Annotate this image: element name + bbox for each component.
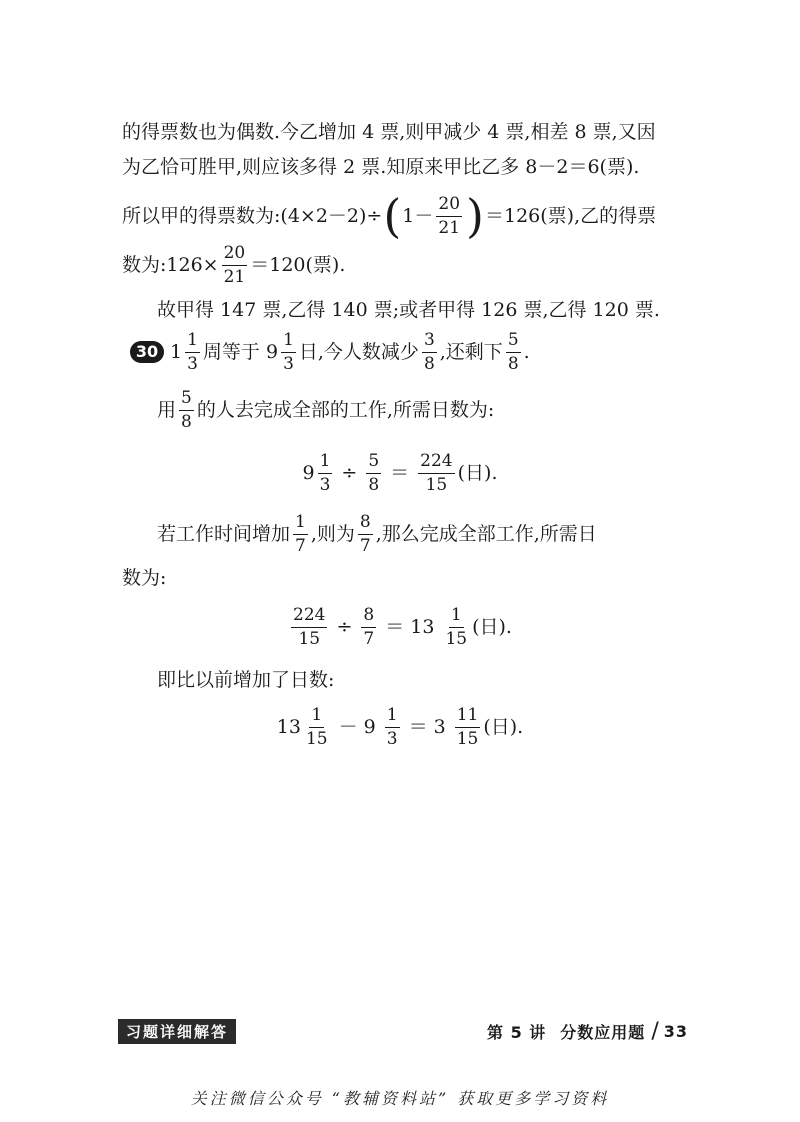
- line-text: ,则为: [310, 523, 355, 545]
- eq-text: 9: [302, 462, 315, 484]
- fraction: [185, 331, 200, 374]
- fraction-denominator: 21: [223, 266, 246, 287]
- fraction-numerator: 20: [436, 195, 462, 217]
- eq-text: (日).: [457, 462, 498, 484]
- page-number: 33: [663, 1022, 688, 1041]
- line-text: 的得票数也为偶数.今乙增加 4 票,则甲减少 4 票,相差 8 票,又因: [122, 121, 656, 143]
- text-line-3: [122, 189, 657, 243]
- fraction-numerator: 1: [185, 331, 200, 353]
- fraction-numerator: 1: [385, 706, 400, 728]
- text-line-10: [157, 668, 334, 692]
- footer-slash: /: [651, 1019, 660, 1044]
- chapter-label: 第 5 讲: [487, 1023, 547, 1042]
- equation-2: [0, 604, 800, 650]
- text-line-4: [122, 243, 345, 287]
- fraction-numerator: 3: [422, 331, 437, 353]
- fraction-denominator: 21: [438, 217, 461, 238]
- fraction: [418, 452, 454, 495]
- fraction-denominator: 15: [445, 628, 468, 649]
- fraction: [506, 331, 521, 374]
- text-line-2: [122, 155, 639, 179]
- fraction-numerator: 11: [455, 706, 481, 728]
- operator: ＝: [390, 462, 410, 484]
- text-line-7: [157, 388, 494, 432]
- fraction-denominator: 7: [363, 628, 375, 649]
- fraction: [179, 389, 194, 432]
- fraction-denominator: 15: [425, 474, 448, 495]
- fraction-denominator: 15: [456, 728, 479, 749]
- line-text: ,那么完成全部工作,所需日: [375, 523, 597, 545]
- equation-1: [0, 450, 800, 496]
- fraction: [293, 513, 308, 556]
- fraction-denominator: 8: [507, 353, 519, 374]
- fraction: [222, 244, 248, 287]
- line-text: 为乙恰可胜甲,则应该多得 2 票.知原来甲比乙多 8－2＝6(票).: [122, 156, 640, 178]
- text-line-1: [122, 120, 656, 144]
- fraction-denominator: 3: [283, 353, 294, 374]
- fraction-denominator: 15: [305, 728, 328, 749]
- fraction-numerator: 224: [418, 452, 454, 474]
- line-text: 所以甲的得票数为:(4×2－2)÷: [122, 205, 383, 227]
- fraction-denominator: 7: [295, 535, 306, 556]
- operator: ÷: [336, 616, 353, 638]
- line-text: 用: [157, 399, 177, 421]
- fraction-numerator: 5: [179, 389, 194, 411]
- fraction-denominator: 7: [359, 535, 371, 556]
- line-text: ＝126(票),乙的得票: [484, 205, 657, 227]
- fraction: [443, 606, 469, 649]
- operator: － 9: [338, 716, 376, 738]
- fraction: [361, 606, 376, 649]
- line-text: .: [523, 341, 530, 363]
- watermark-text: 关注微信公众号 “教辅资料站” 获取更多学习资料: [190, 1089, 610, 1108]
- fraction-denominator: 3: [319, 474, 331, 495]
- fraction: [366, 452, 381, 495]
- fraction-numerator: 5: [366, 452, 381, 474]
- equation-3: [0, 704, 800, 750]
- fraction-numerator: 1: [293, 513, 308, 535]
- fraction-denominator: 15: [298, 628, 321, 649]
- fraction: [436, 195, 462, 238]
- topic-label: 分数应用题: [560, 1023, 646, 1042]
- fraction: [422, 331, 437, 374]
- fraction-numerator: 1: [309, 706, 324, 728]
- line-text: 周等于 9: [202, 341, 279, 363]
- section-label: 习题详细解答: [118, 1019, 236, 1044]
- fraction: [291, 606, 327, 649]
- line-text: 1: [170, 341, 183, 363]
- fraction: [318, 452, 333, 495]
- operator: ＝ 13: [385, 616, 435, 638]
- line-text: 1－: [402, 205, 434, 227]
- fraction-numerator: 8: [361, 606, 376, 628]
- text-line-5: [157, 298, 660, 322]
- line-text: 若工作时间增加: [157, 523, 291, 545]
- line-text: 即比以前增加了日数:: [157, 669, 335, 691]
- fraction-numerator: 224: [291, 606, 327, 628]
- line-text: 故甲得 147 票,乙得 140 票;或者甲得 126 票,乙得 120 票.: [157, 299, 660, 321]
- fraction-numerator: 1: [449, 606, 464, 628]
- fraction-numerator: 1: [318, 452, 333, 474]
- paren-close: ): [466, 189, 484, 243]
- text-line-6: [130, 330, 530, 374]
- fraction: [304, 706, 330, 749]
- line-text: ＝120(票).: [250, 254, 346, 276]
- eq-text: (日).: [483, 716, 524, 738]
- fraction: [385, 706, 400, 749]
- eq-text: 13: [276, 716, 301, 738]
- operator: ÷: [341, 462, 358, 484]
- operator: ＝ 3: [408, 716, 446, 738]
- eq-text: (日).: [472, 616, 512, 638]
- fraction-denominator: 8: [368, 474, 380, 495]
- fraction: [455, 706, 481, 749]
- fraction-numerator: 20: [222, 244, 248, 266]
- fraction: [358, 513, 373, 556]
- line-text: 的人去完成全部的工作,所需日数为:: [196, 399, 495, 421]
- line-text: ,还剩下: [439, 341, 503, 363]
- line-text: 日,今人数减少: [298, 341, 419, 363]
- line-text: 数为:: [122, 567, 167, 589]
- fraction-denominator: 8: [181, 411, 192, 432]
- fraction-denominator: 3: [187, 353, 198, 374]
- fraction-denominator: 3: [386, 728, 398, 749]
- fraction: [281, 331, 296, 374]
- fraction-denominator: 8: [423, 353, 435, 374]
- text-line-9: [122, 566, 166, 590]
- text-line-8: [157, 512, 597, 556]
- problem-number-badge: 30: [130, 341, 164, 363]
- fraction-numerator: 8: [358, 513, 373, 535]
- running-footer: [487, 1019, 688, 1044]
- fraction-numerator: 5: [506, 331, 521, 353]
- fraction-numerator: 1: [281, 331, 296, 353]
- paren-open: (: [383, 189, 402, 243]
- line-text: 数为:126×: [122, 254, 219, 276]
